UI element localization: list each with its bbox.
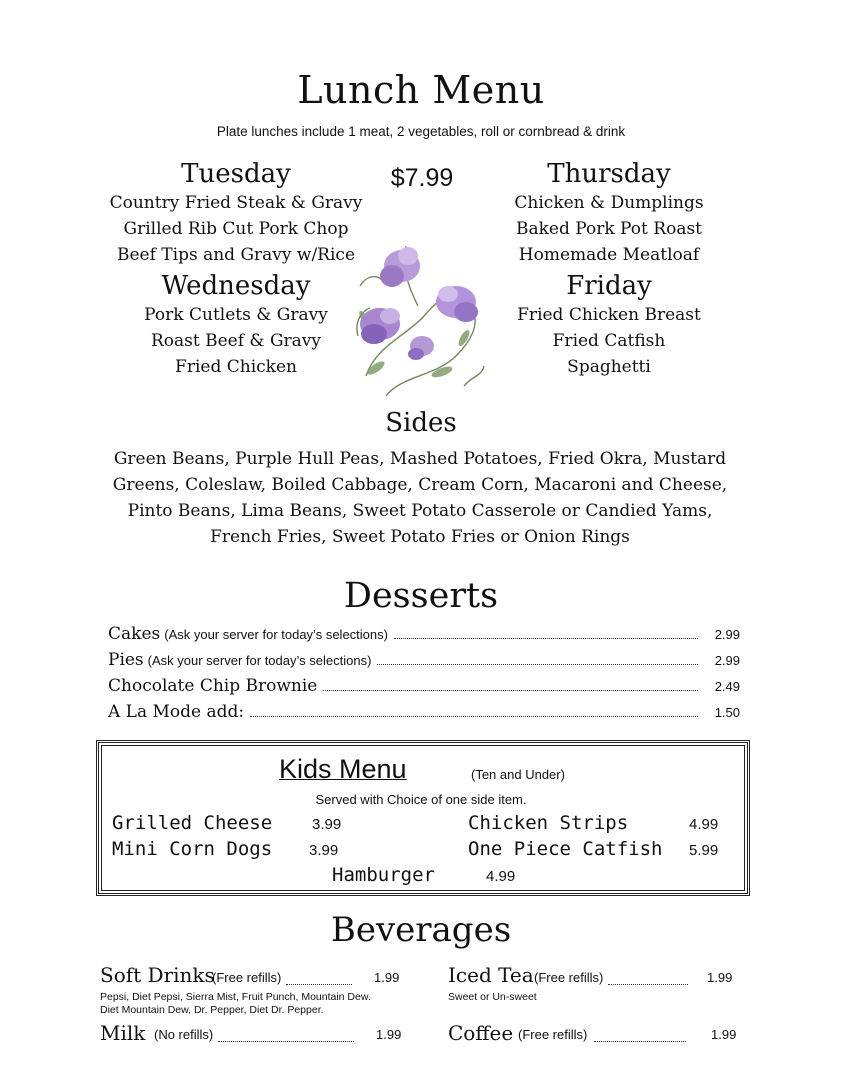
sides-heading: Sides: [385, 408, 457, 438]
dessert-item-cakes: [108, 624, 740, 648]
dessert-price: 2.99: [714, 653, 740, 668]
day-heading-wednesday: Wednesday: [161, 271, 311, 301]
menu-item: Homemade Meatloaf: [518, 245, 700, 265]
menu-item: Fried Chicken: [175, 357, 297, 377]
kids-item-name: One Piece Catfish: [468, 838, 663, 860]
menu-item: Spaghetti: [567, 357, 651, 377]
sides-line: Pinto Beans, Lima Beans, Sweet Potato Casserole or Candied Yams,: [127, 501, 713, 521]
thursday-block: [478, 158, 740, 268]
dot-leader: [377, 663, 698, 665]
beverages-heading: Beverages: [330, 910, 512, 950]
beverage-price: 1.99: [711, 1027, 737, 1042]
dot-leader: [594, 1040, 686, 1042]
dessert-name: Cakes: [108, 624, 161, 644]
beverage-note: (Free refills): [212, 970, 282, 985]
menu-item: Grilled Rib Cut Pork Chop: [123, 219, 349, 239]
beverage-price: 1.99: [707, 970, 733, 985]
dot-leader: [286, 983, 352, 985]
dessert-note: (Ask your server for today’s selections): [147, 653, 372, 668]
beverage-subtext: Pepsi, Diet Pepsi, Sierra Mist, Fruit Punch, Mountain Dew.: [100, 991, 371, 1003]
kids-age-note: (Ten and Under): [471, 767, 565, 782]
dessert-price: 2.99: [714, 627, 740, 642]
sides-line: Green Beans, Purple Hull Peas, Mashed Potatoes, Fried Okra, Mustard: [113, 449, 727, 469]
beverage-subtext: Diet Mountain Dew, Dr. Pepper, Diet Dr. Pepper.: [100, 1004, 324, 1016]
dessert-price: 1.50: [714, 705, 740, 720]
desserts-heading: Desserts: [343, 576, 499, 616]
dot-leader: [250, 715, 698, 717]
menu-item: Country Fried Steak & Gravy: [109, 193, 363, 213]
kids-item-price: 4.99: [689, 816, 719, 833]
kids-item-price: 4.99: [486, 868, 516, 885]
tuesday-block: [96, 158, 376, 268]
page-title: Lunch Menu: [297, 68, 545, 112]
menu-item: Fried Catfish: [552, 331, 666, 351]
dessert-note: (Ask your server for today’s selections): [164, 627, 388, 642]
beverage-name: Coffee: [448, 1021, 514, 1045]
dessert-name: A La Mode add:: [108, 702, 245, 722]
dot-leader: [608, 983, 688, 985]
sides-line: French Fries, Sweet Potato Fries or Onion Rings: [210, 527, 630, 547]
menu-item: Roast Beef & Gravy: [150, 331, 322, 351]
kids-item-name: Chicken Strips: [468, 812, 629, 834]
lunch-price: $7.99: [390, 164, 454, 192]
kids-item-price: 5.99: [689, 842, 719, 859]
dot-leader: [323, 689, 698, 691]
dessert-item-a-la-mode: [108, 702, 740, 726]
subtitle: Plate lunches include 1 meat, 2 vegetables, roll or cornbread & drink: [216, 124, 626, 139]
kids-item-name: Grilled Cheese: [112, 812, 273, 834]
menu-item: Chicken & Dumplings: [514, 193, 704, 213]
wednesday-block: [96, 270, 376, 380]
dessert-name: Pies: [108, 650, 144, 670]
beverage-name: Iced Tea: [448, 963, 534, 987]
day-heading-tuesday: Tuesday: [181, 159, 291, 189]
kids-item-price: 3.99: [309, 842, 339, 859]
day-heading-thursday: Thursday: [547, 159, 671, 189]
beverage-subtext: Sweet or Un-sweet: [448, 991, 537, 1003]
beverage-name: Soft Drinks: [100, 963, 215, 987]
menu-item: Pork Cutlets & Gravy: [144, 305, 328, 325]
kids-item-price: 3.99: [312, 816, 342, 833]
beverage-price: 1.99: [376, 1027, 402, 1042]
dessert-name: Chocolate Chip Brownie: [108, 676, 318, 696]
beverage-note: (No refills): [154, 1027, 214, 1042]
sides-line: Greens, Coleslaw, Boiled Cabbage, Cream Corn, Macaroni and Cheese,: [112, 475, 728, 495]
beverage-note: (Free refills): [534, 970, 604, 985]
kids-served-note: Served with Choice of one side item.: [315, 792, 527, 807]
flower-illustration: [346, 226, 492, 410]
sides-list: [100, 446, 740, 550]
dot-leader: [394, 637, 698, 639]
beverage-price: 1.99: [374, 970, 400, 985]
day-heading-friday: Friday: [566, 271, 652, 301]
right-column: [478, 158, 740, 380]
left-column: [96, 158, 376, 380]
friday-block: [478, 270, 740, 380]
kids-menu-title: Kids Menu: [279, 754, 407, 784]
beverage-name: Milk: [100, 1021, 146, 1045]
dessert-price: 2.49: [714, 679, 740, 694]
menu-item: Beef Tips and Gravy w/Rice: [116, 245, 356, 265]
dot-leader: [218, 1040, 354, 1042]
dessert-item-pies: [108, 650, 740, 674]
kids-item-name: Mini Corn Dogs: [112, 838, 273, 860]
kids-item-name: Hamburger: [332, 864, 435, 886]
dessert-item-brownie: [108, 676, 740, 700]
beverage-note: (Free refills): [518, 1027, 588, 1042]
menu-item: Fried Chicken Breast: [517, 305, 701, 325]
menu-item: Baked Pork Pot Roast: [515, 219, 703, 239]
